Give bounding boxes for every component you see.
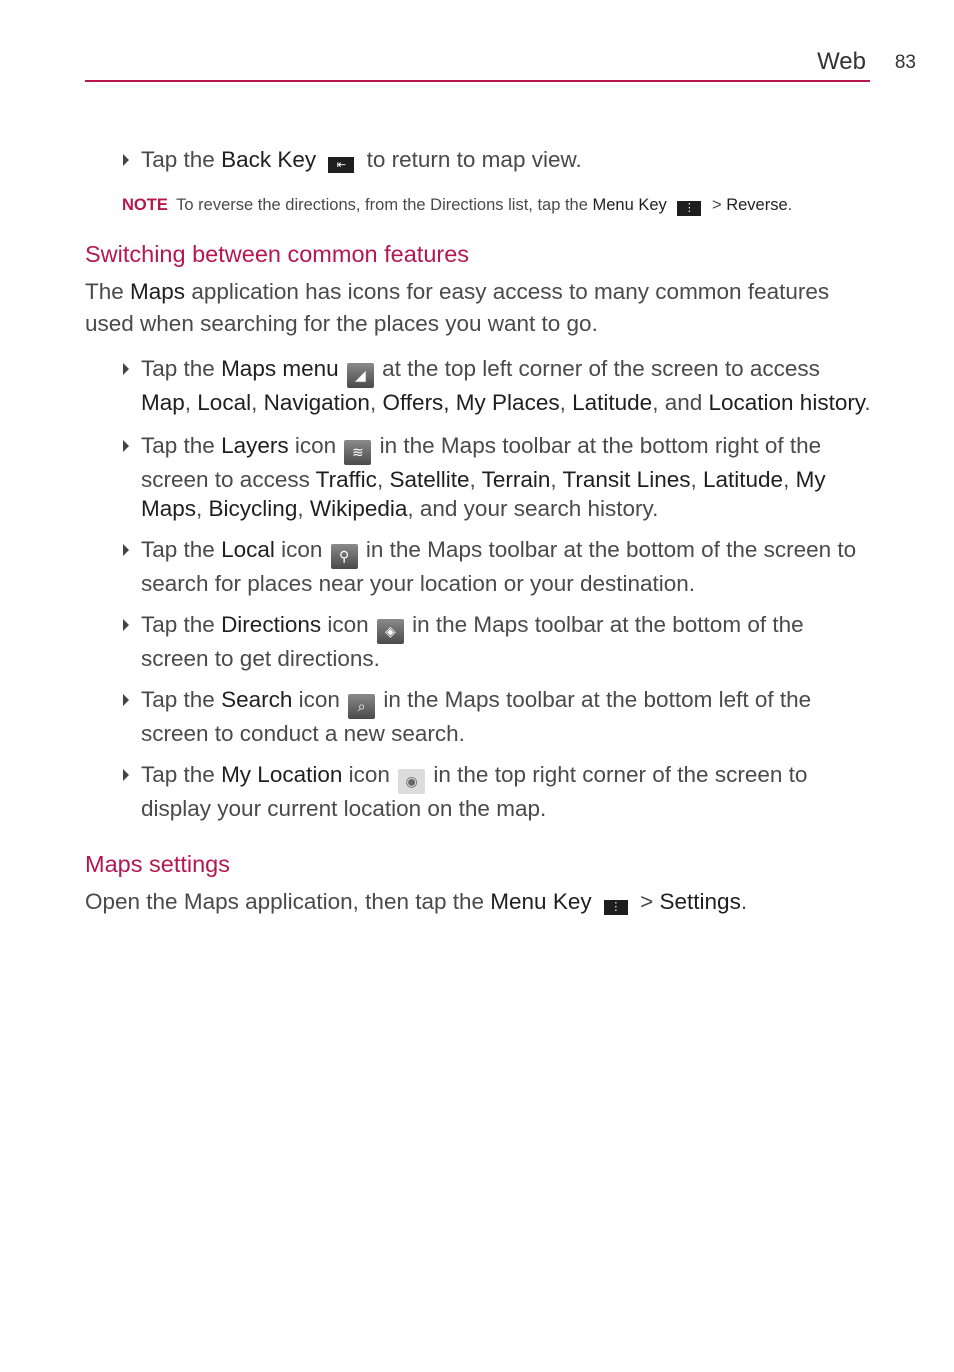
para-text: application has icons for easy access to many common features used when searching for the places you want to go. [85,279,830,336]
bullet-text: in the Maps toolbar at the bottom right of the screen to access [141,433,822,492]
option-location-history: Location history [708,390,865,415]
directions-label: Directions [221,612,322,637]
reverse-option: Reverse [726,196,788,214]
header-rule [85,80,870,82]
note-separator: > [707,196,727,214]
bullet-directions [85,610,875,673]
option-bicycling: Bicycling [208,496,298,521]
back-key-icon: ⇤ [328,157,354,173]
bullet-text: in the Maps toolbar at the bottom of the screen to get directions. [141,612,804,671]
option-navigation: Navigation [263,390,370,415]
bullet-text: Tap the [141,612,222,637]
my-location-icon: ◉ [398,769,425,794]
bullet-text: Tap the [141,147,222,172]
menu-key-icon: ⋮ [677,201,701,216]
bullet-text: at the top left corner of the screen to access [375,356,820,381]
menu-key-label: Menu Key [490,889,592,914]
option-latitude: Latitude [702,467,784,492]
settings-option: Settings [659,889,741,914]
option-my-maps: My Maps [141,467,826,521]
separator: , [184,390,198,415]
directions-icon: ◈ [377,619,404,644]
bullet-text: icon [342,762,397,787]
option-map: Map [141,390,185,415]
bullet-text: icon [321,612,375,637]
bullet-arrow-icon [123,440,129,452]
bullet-arrow-icon [123,544,129,556]
separator: , [251,390,264,415]
bullet-maps-menu [85,354,875,417]
maps-menu-icon: ◢ [347,363,374,388]
section-paragraph [85,276,875,340]
option-traffic: Traffic [315,467,377,492]
bullet-text: in the Maps toolbar at the bottom of the screen to search for places near your location or your destination. [141,537,857,596]
bullet-text: Tap the [141,687,222,712]
section-heading-maps-settings: Maps settings [85,851,230,877]
separator: , [369,390,383,415]
bullet-arrow-icon [123,154,129,166]
note [85,194,875,216]
bullet-search [85,685,875,748]
page-number: 83 [894,52,916,73]
bullet-layers: Tap the Layers icon ≋ in the Maps toolbar at the bottom right of the screen to access Traffic, Satellite, Terrain, Transit Lines, Latitude, My Maps, Bicycling, Wikipedia, and your search history. [85,431,875,523]
bullet-text: in the top right corner of the screen to display your current location on the map. [141,762,808,821]
separator: > [633,889,660,914]
bullet-text: icon [274,537,329,562]
bullet-text: icon [288,433,343,458]
menu-key-icon: ⋮ [604,900,628,915]
bullet-end: , and your search history. [407,496,659,521]
bullet-my-location [85,760,875,823]
bullet-text: Tap the [141,433,222,458]
maps-menu-label: Maps menu [221,356,339,381]
layers-icon: ≋ [344,440,371,465]
bullet-local [85,535,875,598]
option-offers-my-places: Offers, My Places [382,390,560,415]
para-text: The [85,279,131,304]
option-wikipedia: Wikipedia [309,496,408,521]
my-location-label: My Location [221,762,343,787]
note-end: . [787,196,793,214]
bullet-text: icon [292,687,347,712]
bullet-text: Tap the [141,537,222,562]
search-label: Search [221,687,293,712]
note-text: To reverse the directions, from the Directions list, tap the [176,196,593,214]
header-title: Web [817,48,866,75]
local-icon: ⚲ [331,544,358,569]
option-latitude: Latitude [572,390,653,415]
search-icon: ⌕ [348,694,375,719]
bullet-arrow-icon [123,619,129,631]
local-label: Local [221,537,275,562]
option-satellite: Satellite [389,467,470,492]
bullet-arrow-icon [123,769,129,781]
separator: , and [652,390,709,415]
option-transit-lines: Transit Lines [562,467,691,492]
bullet-text: Tap the [141,762,222,787]
note-label: NOTE [122,196,168,214]
maps-settings-paragraph [85,886,875,918]
bullet-text: in the Maps toolbar at the bottom left of the screen to conduct a new search. [141,687,812,746]
option-local: Local [197,390,252,415]
bullet-text: to return to map view. [360,147,582,172]
back-key-label: Back Key [221,147,317,172]
layers-label: Layers [221,433,289,458]
bullet-arrow-icon [123,363,129,375]
para-end: . [740,889,748,914]
maps-app-label: Maps [130,279,186,304]
para-text: Open the Maps application, then tap the [85,889,491,914]
bullet-text: Tap the [141,356,222,381]
bullet-end: . [864,390,871,415]
bullet-arrow-icon [123,694,129,706]
section-heading-switching: Switching between common features [85,241,470,267]
separator: , [559,390,573,415]
intro-bullet [85,145,875,174]
option-terrain: Terrain [481,467,551,492]
menu-key-label: Menu Key [592,196,667,214]
page-content [85,145,875,918]
